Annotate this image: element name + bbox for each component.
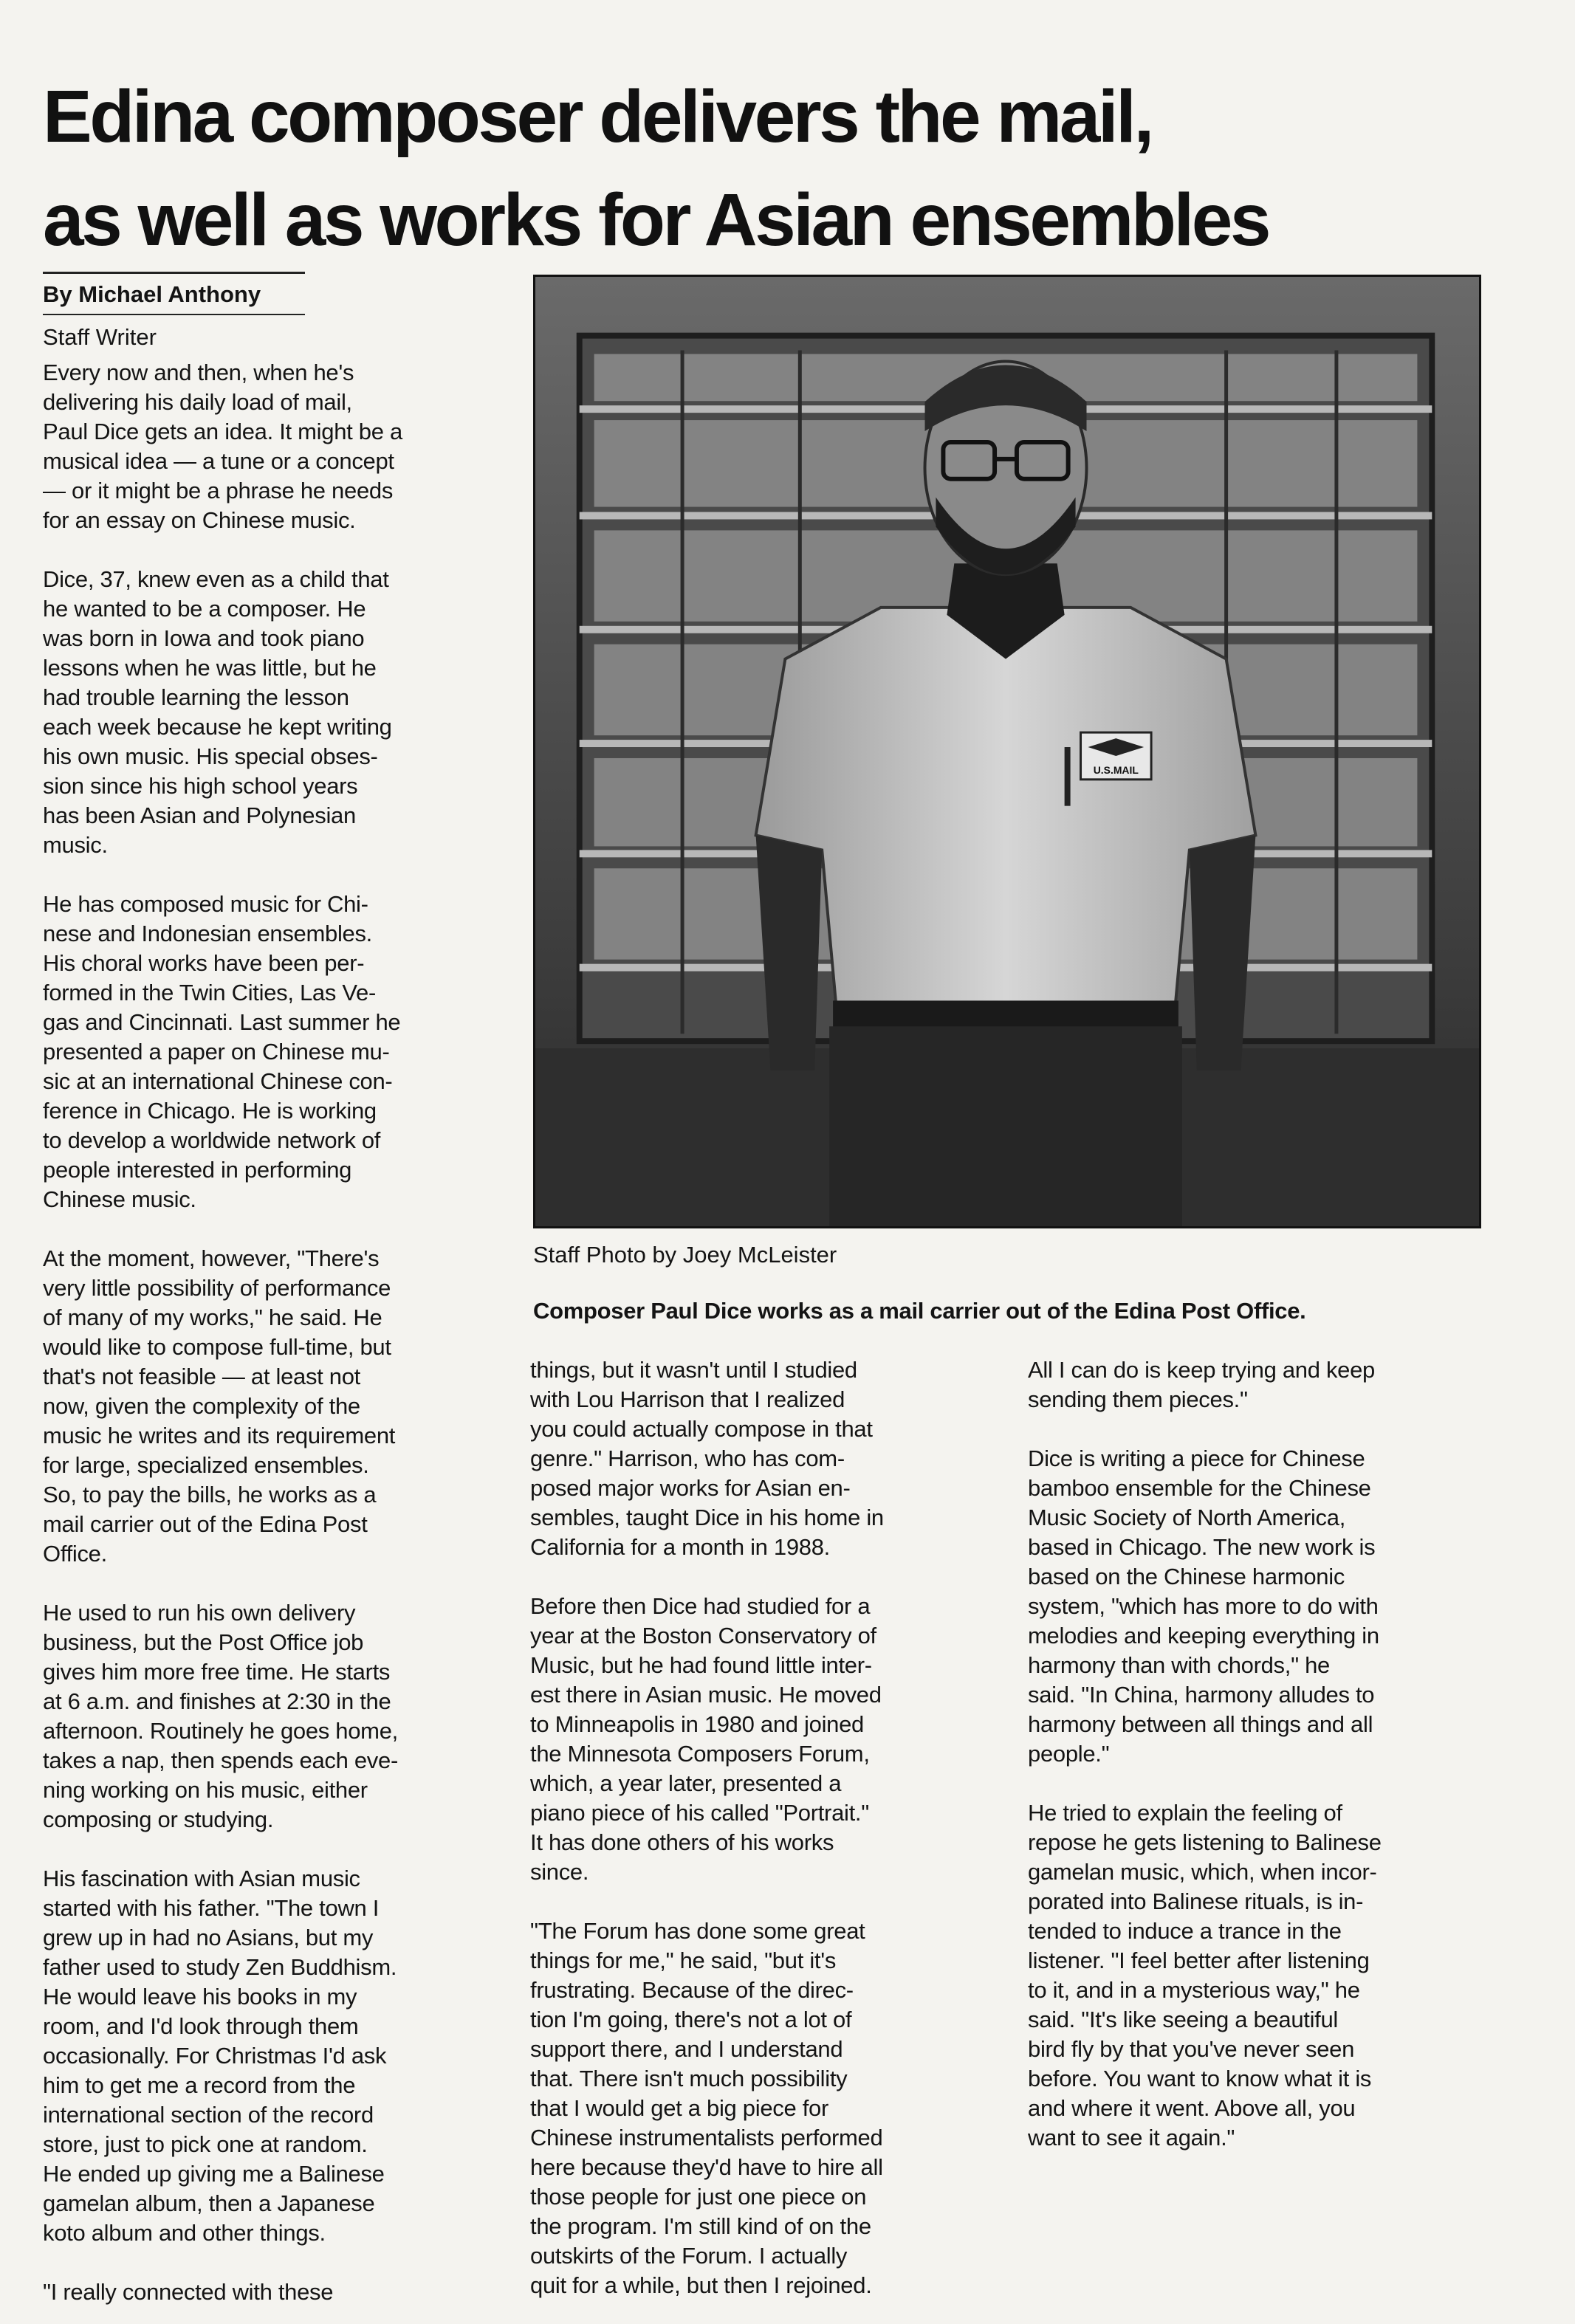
article-paragraph: Dice is writing a piece for Chinese bamboo ensemble for the Chinese Music Society of North America, based in Chicago. The new work is based on the Chinese harmonic system, "which has more to do with melodies and keeping everything in harmony than with chords," he said. "In China, harmony alludes to harmony between all things and all people." [1028, 1445, 1379, 1767]
trousers [829, 1026, 1182, 1226]
article-paragraph: "The Forum has done some great things for me," he said, "but it's frustrating. Because of the direc- tion I'm going, there's not a lot of support there, and I understand that. There isn't much possibility that I would get a big piece for Chinese instrumentalists performed here because they'd have to hire all those people for just one piece on the program. I'm still kind of on the outskirts of the Forum. I actually quit for a while, but then I rejoined. [530, 1918, 883, 2298]
mail-badge-icon [1081, 732, 1152, 780]
headline [43, 65, 1527, 272]
article-paragraph: "I really connected with these [43, 2279, 334, 2305]
photo-caption: Composer Paul Dice works as a mail carrier out of the Edina Post Office. [533, 1298, 1306, 1324]
byline-block [43, 272, 309, 354]
byline-author: By Michael Anthony [43, 281, 261, 307]
belt [833, 1000, 1178, 1030]
shirt [756, 608, 1256, 1011]
byline-rule-top [43, 272, 305, 274]
article-paragraph: Every now and then, when he's delivering his daily load of mail, Paul Dice gets an idea. It might be a musical idea — a tune or a concept — or it might be a phrase he needs for an essay on Chinese music. [43, 360, 402, 533]
article-column-2 [530, 1355, 1003, 2300]
article-column-1 [43, 358, 515, 2307]
article-paragraph: He tried to explain the feeling of repose he gets listening to Balinese gamelan music, which, when incor- porated into Balinese rituals, is in- tended to induce a trance in the listener. "I feel better after listening to it, and in a mysterious way," he said. "It's like seeing a beautiful bird fly by that you've never seen before. You want to know what it is and where it went. Above all, you want to see it again." [1028, 1800, 1382, 2151]
headline-line-1: Edina composer delivers the mail, [43, 75, 1152, 158]
photo-illustration [535, 277, 1479, 1226]
article-paragraph: At the moment, however, "There's very little possibility of performance of many of my works," he said. He would like to compose full-time, but that's not feasible — at least not now, given the complexity of the music he writes and its requirement for large, specialized ensembles. So, to pay the bills, he works as a mail carrier out of the Edina Post Office. [43, 1245, 396, 1567]
article-column-3 [1028, 1355, 1500, 2153]
article-paragraph: He used to run his own delivery business, but the Post Office job gives him more free time. He starts at 6 a.m. and finishes at 2:30 in the afternoon. Routinely he goes home, takes a nap, then spends each eve- ning working on his music, either composing or studying. [43, 1600, 398, 1832]
article-paragraph: He has composed music for Chi- nese and Indonesian ensembles. His choral works have been per- formed in the Twin Cities, Las Ve- gas and Cincinnati. Last summer he presented a paper on Chinese mu- sic at an international Chinese con- ference in Chicago. He is working to develop a worldwide network of people interested in performing Chinese music. [43, 891, 401, 1212]
badge-text: U.S.MAIL [1093, 763, 1139, 776]
article-paragraph: His fascination with Asian music started with his father. "The town I grew up in had no Asians, but my father used to study Zen Buddhism. He would leave his books in my room, and I'd look through them occasionally. For Christmas I'd ask him to get me a record from the international section of the record store, just to pick one at random. He ended up giving me a Balinese gamelan album, then a Japanese koto album and other things. [43, 1866, 397, 2246]
photo-credit: Staff Photo by Joey McLeister [533, 1242, 837, 1268]
article-paragraph: things, but it wasn't until I studied with Lou Harrison that I realized you could actually compose in that genre." Harrison, who has com- posed major works for Asian en- sembles, taught Dice in his home in California for a month in 1988. [530, 1357, 884, 1560]
article-paragraph: Before then Dice had studied for a year at the Boston Conservatory of Music, but he had found little inter- est there in Asian music. He moved to Minneapolis in 1980 and joined the Minnesota Composers Forum, which, a year later, presented a piano piece of his called "Portrait." It has done others of his works since. [530, 1593, 882, 1885]
byline-rule-bottom [43, 314, 305, 315]
headline-line-2: as well as works for Asian ensembles [43, 179, 1269, 261]
byline-role: Staff Writer [43, 324, 157, 350]
article-paragraph: Dice, 37, knew even as a child that he wanted to be a composer. He was born in Iowa and took piano lessons when he was little, but he had trouble learning the lesson each week because he kept writing his own music. His special obses- sion since his high school years has been Asian and Polynesian music. [43, 566, 392, 858]
pen [1065, 747, 1071, 806]
mail-carrier-photo [533, 275, 1481, 1228]
article-paragraph: All I can do is keep trying and keep sending them pieces." [1028, 1357, 1375, 1412]
